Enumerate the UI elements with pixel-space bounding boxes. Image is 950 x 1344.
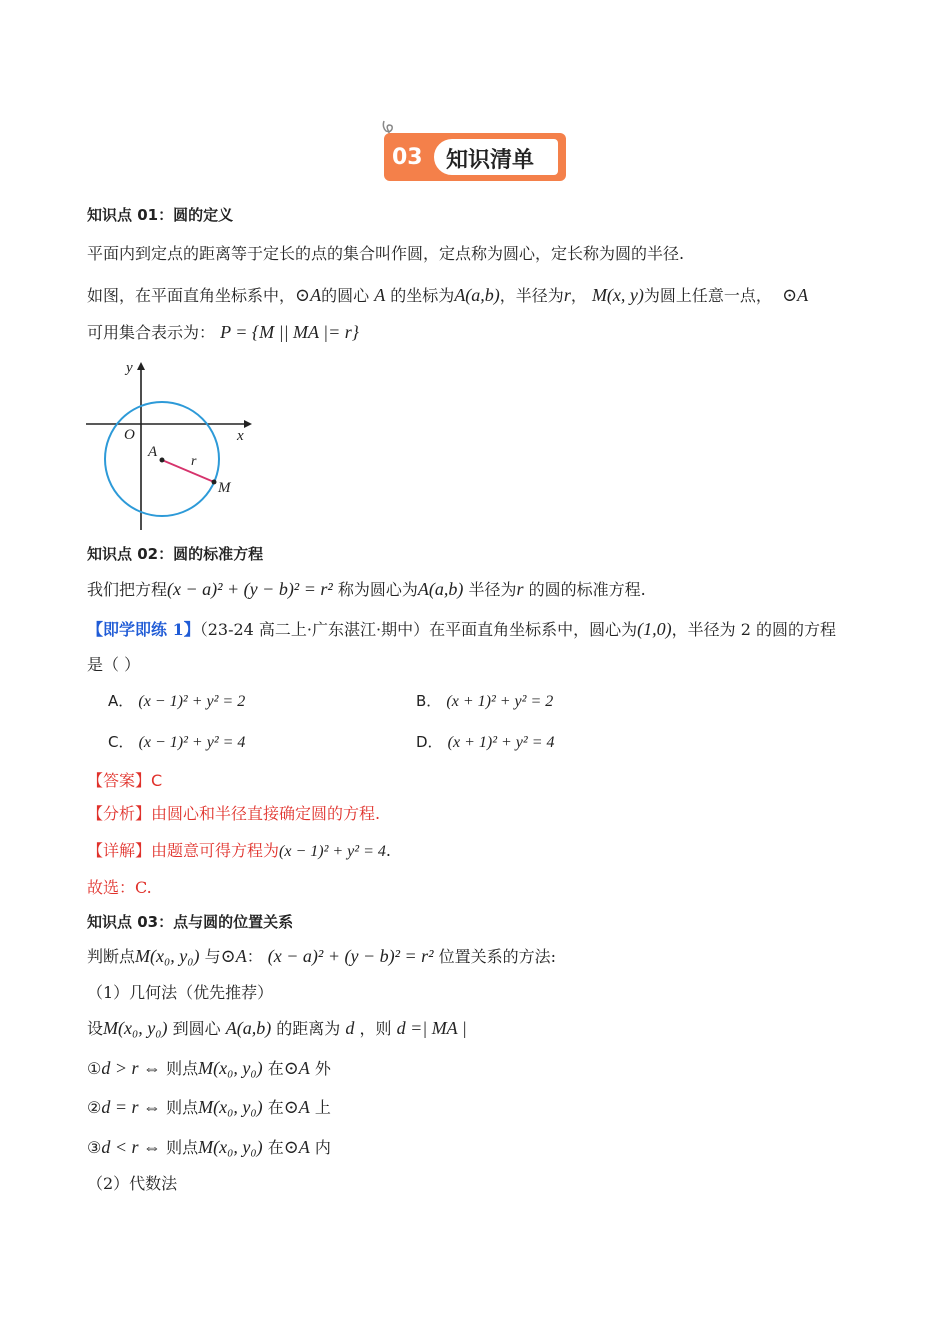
kp1-heading: 知识点 01：圆的定义 bbox=[87, 206, 234, 224]
circle-a-symbol: ⊙A bbox=[283, 1137, 310, 1157]
option-b bbox=[416, 690, 553, 711]
text: 的距离为 bbox=[276, 1019, 341, 1038]
math: (x − a)² + (y − b)² = r² bbox=[267, 946, 434, 966]
text: 的圆心 bbox=[321, 286, 370, 305]
exercise-line1 bbox=[87, 618, 836, 641]
option-letter: B． bbox=[416, 692, 442, 710]
math: A(a,b) bbox=[454, 285, 500, 305]
y-label: y bbox=[126, 360, 133, 376]
analysis-text: 由圆心和半径直接确定圆的方程. bbox=[151, 804, 381, 823]
kp2-line bbox=[87, 578, 646, 601]
radius-label: r bbox=[191, 454, 197, 469]
math: (1,0) bbox=[637, 619, 672, 639]
math: r bbox=[516, 579, 524, 599]
option-letter: D． bbox=[416, 733, 443, 751]
text: 判断点 bbox=[87, 947, 136, 966]
math: M(x₀, y₀) bbox=[198, 1097, 263, 1117]
option-c bbox=[108, 731, 245, 752]
text: 称为圆心为 bbox=[337, 580, 418, 599]
circle-a-symbol: ⊙A bbox=[782, 285, 809, 305]
circle-a-symbol: ⊙A bbox=[220, 946, 247, 966]
text: ，半径为 2 的圆的方程 bbox=[671, 620, 836, 639]
text: 我们把方程 bbox=[87, 580, 168, 599]
point-label: M bbox=[218, 480, 231, 496]
option-expr: (x − 1)² + y² = 2 bbox=[138, 693, 246, 710]
detail-equation: (x − 1)² + y² = 4 bbox=[279, 843, 386, 860]
text: 到圆心 bbox=[172, 1019, 221, 1038]
origin-label: O bbox=[124, 427, 135, 443]
set-expression: P = {M || MA |= r} bbox=[220, 322, 359, 342]
case-mark: ③ bbox=[87, 1138, 102, 1157]
text: 为圆上任意一点， bbox=[643, 286, 772, 305]
text: 在 bbox=[267, 1059, 284, 1078]
circle-a-symbol: ⊙A bbox=[283, 1058, 310, 1078]
analysis-line bbox=[87, 803, 380, 825]
detail-end: . bbox=[385, 841, 391, 860]
math: A bbox=[374, 285, 386, 305]
text: 设 bbox=[87, 1019, 104, 1038]
text: 内 bbox=[314, 1138, 331, 1157]
option-d bbox=[416, 731, 555, 752]
answer-tag: 【答案】 bbox=[87, 771, 152, 790]
text: ： bbox=[246, 947, 263, 966]
circle-figure bbox=[84, 358, 254, 533]
option-expr: (x + 1)² + y² = 4 bbox=[447, 734, 555, 751]
text: ，半径为 bbox=[499, 286, 564, 305]
option-letter: A． bbox=[108, 692, 134, 710]
math: M(x₀, y₀) bbox=[103, 1018, 168, 1038]
text: 半径为 bbox=[468, 580, 517, 599]
math: A(a,b) bbox=[225, 1018, 272, 1038]
detail-line bbox=[87, 840, 391, 863]
circle-a-symbol: ⊙A bbox=[283, 1097, 310, 1117]
case-2 bbox=[87, 1096, 331, 1119]
kp3-line1 bbox=[87, 945, 556, 968]
standard-equation: (x − a)² + (y − b)² = r² bbox=[167, 579, 333, 599]
option-letter: C． bbox=[108, 733, 134, 751]
math: d =| MA | bbox=[396, 1018, 467, 1038]
point-m bbox=[212, 480, 217, 485]
circle-a-symbol: ⊙A bbox=[295, 285, 322, 305]
text: ，则 bbox=[359, 1019, 392, 1038]
kp3-heading: 知识点 03：点与圆的位置关系 bbox=[87, 913, 294, 931]
case-1 bbox=[87, 1057, 331, 1080]
choice-line: 故选：C. bbox=[87, 878, 152, 897]
text: 与 bbox=[204, 947, 221, 966]
section-banner bbox=[384, 133, 566, 181]
center-label: A bbox=[148, 444, 158, 460]
answer-value: C bbox=[151, 771, 163, 790]
math: M(x, y) bbox=[591, 285, 644, 305]
case-mark: ① bbox=[87, 1059, 102, 1078]
detail-text: 由题意可得方程为 bbox=[151, 841, 280, 860]
case-condition: d > r ⇔ bbox=[101, 1058, 161, 1078]
text: 位置关系的方法: bbox=[438, 947, 557, 966]
detail-tag: 【详解】 bbox=[87, 841, 152, 860]
text: 的坐标为 bbox=[390, 286, 455, 305]
case-mark: ② bbox=[87, 1098, 102, 1117]
answer-line bbox=[87, 770, 162, 792]
text: 可用集合表示为： bbox=[87, 323, 216, 342]
case-condition: d = r ⇔ bbox=[101, 1097, 161, 1117]
math: r bbox=[563, 285, 571, 305]
math: A(a,b) bbox=[417, 579, 464, 599]
case-condition: d < r ⇔ bbox=[101, 1137, 161, 1157]
banner-title: 知识清单 bbox=[446, 148, 535, 173]
method1: （1）几何法（优先推荐） bbox=[87, 983, 274, 1002]
method2: （2）代数法 bbox=[87, 1174, 178, 1193]
text: 在 bbox=[267, 1138, 284, 1157]
text: 如图，在平面直角坐标系中， bbox=[87, 286, 296, 305]
text: 的圆的标准方程. bbox=[528, 580, 646, 599]
text: 外 bbox=[314, 1059, 331, 1078]
text: 则点 bbox=[166, 1138, 199, 1157]
y-axis-arrow bbox=[137, 362, 145, 370]
kp1-para1: 平面内到定点的距离等于定长的点的集合叫作圆，定点称为圆心，定长称为圆的半径. bbox=[87, 244, 685, 263]
exercise-source: （23-24 高二上·广东湛江·期中）在平面直角坐标系中，圆心为 bbox=[199, 620, 638, 639]
text: 上 bbox=[314, 1098, 331, 1117]
math: M(x₀, y₀) bbox=[135, 946, 200, 966]
kp1-para2 bbox=[87, 284, 808, 307]
exercise-tag: 【即学即练 1】 bbox=[87, 620, 200, 639]
banner-number: 03 bbox=[392, 145, 423, 170]
exercise-line2: 是（ ） bbox=[87, 655, 141, 674]
text: 则点 bbox=[166, 1098, 199, 1117]
text: 在 bbox=[267, 1098, 284, 1117]
option-a bbox=[108, 690, 245, 711]
math: M(x₀, y₀) bbox=[198, 1137, 263, 1157]
math: M(x₀, y₀) bbox=[198, 1058, 263, 1078]
kp2-heading: 知识点 02：圆的标准方程 bbox=[87, 545, 264, 563]
math: d bbox=[345, 1018, 355, 1038]
option-expr: (x + 1)² + y² = 2 bbox=[446, 693, 554, 710]
case-3 bbox=[87, 1136, 331, 1159]
kp3-line2 bbox=[87, 1017, 467, 1040]
center-point bbox=[160, 458, 165, 463]
text: ， bbox=[570, 286, 587, 305]
option-expr: (x − 1)² + y² = 4 bbox=[138, 734, 246, 751]
x-label: x bbox=[237, 428, 244, 444]
radius-segment bbox=[162, 460, 214, 482]
text: 则点 bbox=[166, 1059, 199, 1078]
kp1-para3 bbox=[87, 321, 359, 344]
analysis-tag: 【分析】 bbox=[87, 804, 152, 823]
x-axis-arrow bbox=[244, 420, 252, 428]
